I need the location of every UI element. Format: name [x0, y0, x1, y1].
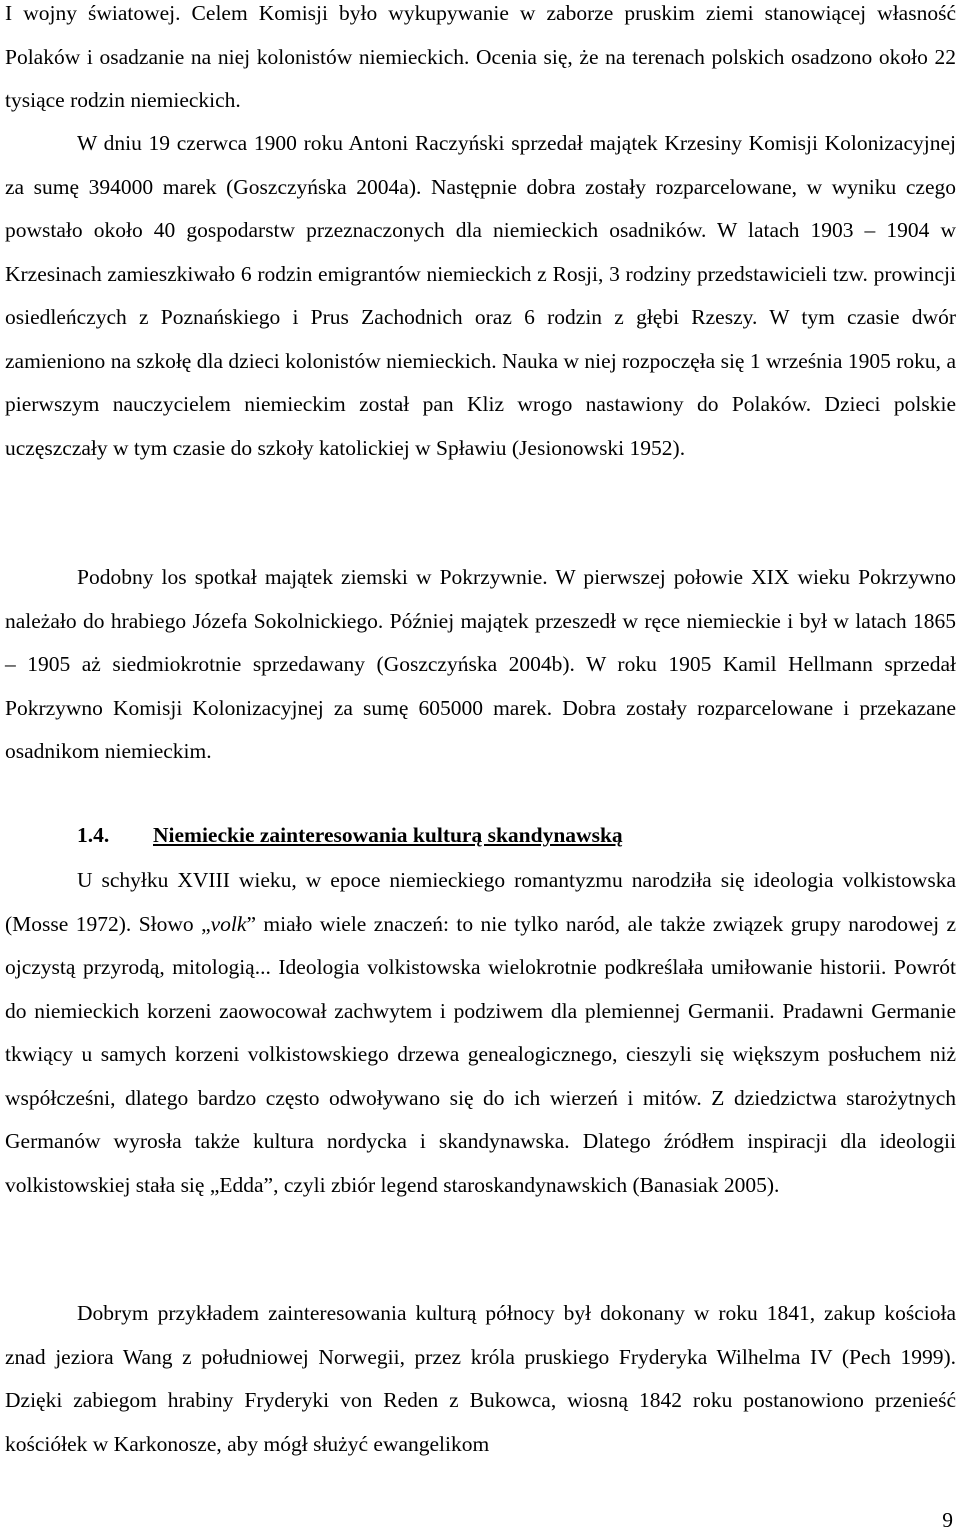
section-heading [77, 814, 623, 857]
paragraph-pokrzywno: Podobny los spotkał majątek ziemski w Pokrzywnie. W pierwszej połowie XIX wieku Pokrzywno należało do hrabiego Józefa Sokolnickiego. Później majątek przeszedł w ręce niemieckie i był w latach 1865 – 1905 aż siedmiokrotnie sprzedawany (Goszczyńska 2004b). W roku 1905 Kamil Hellmann sprzedał Pokrzywno Komisji Kolonizacyjnej za sumę 605000 marek. Dobra zostały rozparcelowane i przekazane osadnikom niemieckim. [5, 565, 956, 763]
paragraph-continuation: I wojny światowej. Celem Komisji było wykupywanie w zaborze pruskim ziemi stanowiącej własność Polaków i osadzanie na niej kolonistów niemieckich. Ocenia się, że na terenach polskich osadzono około 22 tysiące rodzin niemieckich. [5, 1, 956, 112]
paragraph-wang: Dobrym przykładem zainteresowania kulturą północy był dokonany w roku 1841, zakup kościoła znad jeziora Wang z południowej Norwegii, przez króla pruskiego Fryderyka Wilhelma IV (Pech 1999). Dzięki zabiegom hrabiny Fryderyki von Reden z Bukowca, wiosną 1842 roku postanowiono przenieść kościółek w Karkonosze, aby mógł służyć ewangelikom [5, 1301, 956, 1456]
page-number: 9 [942, 1508, 953, 1532]
paragraph-volk [5, 859, 956, 1207]
section-title: Niemieckie zainteresowania kulturą skandynawską [153, 823, 623, 847]
paragraph-krzesiny: W dniu 19 czerwca 1900 roku Antoni Raczyński sprzedał majątek Krzesiny Komisji Kolonizacyjnej za sumę 394000 marek (Goszczyńska 2004a). Następnie dobra zostały rozparcelowane, w wyniku czego powstało około 40 gospodarstw przeznaczonych dla niemieckich osadników. W latach 1903 – 1904 w Krzesinach zamieszkiwało 6 rodzin emigrantów niemieckich z Rosji, 3 rodziny przedstawicieli tzw. prowincji osiedleńczych z Poznańskiego i Prus Zachodnich oraz 6 rodzin z głębi Rzeszy. W tym czasie dwór zamieniono na szkołę dla dzieci kolonistów niemieckich. Nauka w niej rozpoczęła się 1 września 1905 roku, a pierwszym nauczycielem niemieckim został pan Kliz wrogo nastawiony do Polaków. Dzieci polskie uczęszczały w tym czasie do szkoły katolickiej w Spławiu (Jesionowski 1952). [5, 131, 956, 460]
section-number: 1.4. [77, 823, 110, 847]
paragraph-volk-part2: ” miało wiele znaczeń: to nie tylko naród, ale także związek grupy narodowej z ojczystą przyrodą, mitologią... Ideologia volkistowska wielokrotnie podkreślała umiłowanie historii. Powrót do niemieckich korzeni zaowocował zachwytem i podziwem dla plemiennej Germanii. Pradawni Germanie tkwiący u samych korzeni volkistowskiego drzewa genealogicznego, cieszyli się większym posłuchem niż współcześni, dlatego bardzo często odwoływano się do ich wierzeń i mitów. Z dziedzictwa starożytnych Germanów wyrosła także kultura nordycka i skandynawska. Dlatego źródłem inspiracji dla ideologii volkistowskiej stała się „Edda”, czyli zbiór legend staroskandynawskich (Banasiak 2005). [5, 911, 957, 1197]
paragraph-volk-part1: U schyłku XVIII wieku, w epoce niemieckiego romantyzmu narodziła się ideologia volkistowska (Mosse 1972). Słowo „ [5, 868, 956, 936]
volk-italic: volk [210, 911, 247, 936]
